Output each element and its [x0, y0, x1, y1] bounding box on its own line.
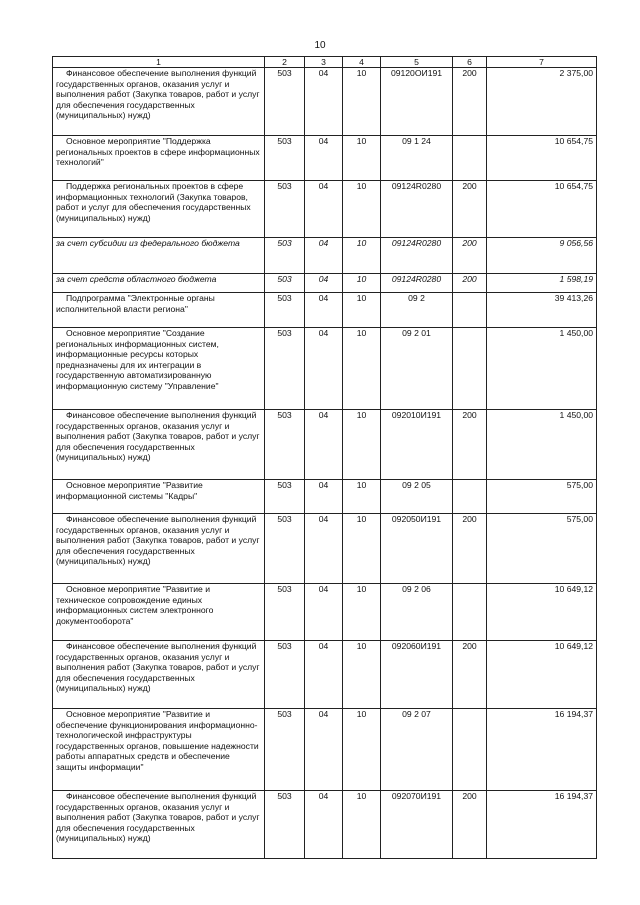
- header-col-7: 7: [487, 57, 597, 68]
- table-header-row: [53, 57, 597, 68]
- budget-table: [52, 56, 597, 859]
- row-name: Подпрограмма "Электронные органы исполнительной власти региона": [53, 293, 265, 328]
- row-col-6: 200: [453, 641, 487, 709]
- row-col-3: 04: [305, 181, 343, 238]
- row-col-6: [453, 136, 487, 181]
- row-name: Поддержка региональных проектов в сфере информационных технологий (Закупка товаров, работ и услуг для обеспечения государственных (муниципальных) нужд): [53, 181, 265, 238]
- row-name: Основное мероприятие "Развитие и техническое сопровождение единых информационных систем электронного документооборота": [53, 584, 265, 641]
- row-col-2: 503: [265, 641, 305, 709]
- row-col-7: 9 056,56: [487, 238, 597, 274]
- row-name: Финансовое обеспечение выполнения функций государственных органов, оказания услуг и выполнения работ (Закупка товаров, работ и услуг для обеспечения государственных (муниципальных) нужд): [53, 641, 265, 709]
- row-col-2: 503: [265, 709, 305, 791]
- row-col-5: 09124R0280: [381, 274, 453, 293]
- row-name: за счет субсидии из федерального бюджета: [53, 238, 265, 274]
- header-col-1: 1: [53, 57, 265, 68]
- row-col-5: 09 2 07: [381, 709, 453, 791]
- row-col-7: 39 413,26: [487, 293, 597, 328]
- row-col-2: 503: [265, 514, 305, 584]
- row-col-5: 09 2: [381, 293, 453, 328]
- row-col-3: 04: [305, 584, 343, 641]
- row-col-5: 092010И191: [381, 410, 453, 480]
- row-name: Финансовое обеспечение выполнения функций государственных органов, оказания услуг и выполнения работ (Закупка товаров, работ и услуг для обеспечения государственных (муниципальных) нужд): [53, 514, 265, 584]
- table-row: [53, 181, 597, 238]
- row-col-6: 200: [453, 181, 487, 238]
- table-row: [53, 136, 597, 181]
- table-row: [53, 328, 597, 410]
- row-col-7: 575,00: [487, 480, 597, 514]
- row-col-6: 200: [453, 410, 487, 480]
- row-col-6: [453, 709, 487, 791]
- row-col-4: 10: [343, 641, 381, 709]
- table-row: [53, 480, 597, 514]
- row-name: Финансовое обеспечение выполнения функций государственных органов, оказания услуг и выполнения работ (Закупка товаров, работ и услуг для обеспечения государственных (муниципальных) нужд): [53, 68, 265, 136]
- row-col-4: 10: [343, 328, 381, 410]
- row-col-6: 200: [453, 791, 487, 859]
- row-col-4: 10: [343, 709, 381, 791]
- row-col-2: 503: [265, 328, 305, 410]
- header-col-4: 4: [343, 57, 381, 68]
- row-col-5: 09 2 05: [381, 480, 453, 514]
- row-col-4: 10: [343, 274, 381, 293]
- row-col-2: 503: [265, 293, 305, 328]
- row-col-6: 200: [453, 68, 487, 136]
- row-name: Основное мероприятие "Развитие информационной системы "Кадры": [53, 480, 265, 514]
- row-col-4: 10: [343, 238, 381, 274]
- table-row: [53, 791, 597, 859]
- row-col-6: 200: [453, 274, 487, 293]
- row-col-7: 1 450,00: [487, 410, 597, 480]
- row-col-5: 092050И191: [381, 514, 453, 584]
- table-row: [53, 514, 597, 584]
- row-col-2: 503: [265, 584, 305, 641]
- row-col-6: 200: [453, 514, 487, 584]
- table-row: [53, 584, 597, 641]
- table-row: [53, 238, 597, 274]
- row-col-5: 09 1 24: [381, 136, 453, 181]
- row-name: Основное мероприятие "Создание региональных информационных систем, информационные ресурсы которых предназначены для их интеграции в государственную автоматизированную информационную систему "Управление": [53, 328, 265, 410]
- row-col-7: 2 375,00: [487, 68, 597, 136]
- row-col-2: 503: [265, 68, 305, 136]
- row-col-7: 10 649,12: [487, 641, 597, 709]
- row-col-4: 10: [343, 181, 381, 238]
- row-col-7: 10 649,12: [487, 584, 597, 641]
- row-col-7: 1 598,19: [487, 274, 597, 293]
- row-col-4: 10: [343, 136, 381, 181]
- row-col-5: 09124R0280: [381, 181, 453, 238]
- row-col-4: 10: [343, 68, 381, 136]
- row-col-6: [453, 584, 487, 641]
- row-col-5: 092070И191: [381, 791, 453, 859]
- table-row: [53, 293, 597, 328]
- row-col-2: 503: [265, 136, 305, 181]
- row-name: Основное мероприятие "Развитие и обеспечение функционирования информационно-технологической инфраструктуры государственных органов, повышение надежности работы аппаратных средств и обеспечение защиты информации": [53, 709, 265, 791]
- row-col-3: 04: [305, 136, 343, 181]
- row-col-4: 10: [343, 584, 381, 641]
- row-col-2: 503: [265, 480, 305, 514]
- header-col-3: 3: [305, 57, 343, 68]
- row-col-4: 10: [343, 514, 381, 584]
- row-col-3: 04: [305, 709, 343, 791]
- row-col-3: 04: [305, 410, 343, 480]
- row-col-3: 04: [305, 293, 343, 328]
- row-col-7: 16 194,37: [487, 709, 597, 791]
- row-col-3: 04: [305, 238, 343, 274]
- header-col-6: 6: [453, 57, 487, 68]
- row-col-5: 09120ОИ191: [381, 68, 453, 136]
- row-col-3: 04: [305, 328, 343, 410]
- row-col-2: 503: [265, 238, 305, 274]
- row-col-7: 10 654,75: [487, 136, 597, 181]
- header-col-5: 5: [381, 57, 453, 68]
- row-col-2: 503: [265, 410, 305, 480]
- row-name: Основное мероприятие "Поддержка региональных проектов в сфере информационных технологий": [53, 136, 265, 181]
- row-col-4: 10: [343, 480, 381, 514]
- row-col-7: 16 194,37: [487, 791, 597, 859]
- row-name: Финансовое обеспечение выполнения функций государственных органов, оказания услуг и выполнения работ (Закупка товаров, работ и услуг для обеспечения государственных (муниципальных) нужд): [53, 791, 265, 859]
- row-col-4: 10: [343, 293, 381, 328]
- row-col-3: 04: [305, 514, 343, 584]
- row-col-7: 10 654,75: [487, 181, 597, 238]
- row-col-2: 503: [265, 791, 305, 859]
- row-col-3: 04: [305, 480, 343, 514]
- row-col-6: [453, 480, 487, 514]
- row-col-3: 04: [305, 274, 343, 293]
- table-row: [53, 709, 597, 791]
- page-number: 10: [314, 40, 326, 51]
- row-col-6: 200: [453, 238, 487, 274]
- header-col-2: 2: [265, 57, 305, 68]
- row-col-5: 092060И191: [381, 641, 453, 709]
- row-col-5: 09124R0280: [381, 238, 453, 274]
- row-col-2: 503: [265, 181, 305, 238]
- row-col-3: 04: [305, 791, 343, 859]
- table-row: [53, 641, 597, 709]
- table-row: [53, 274, 597, 293]
- row-col-7: 575,00: [487, 514, 597, 584]
- row-col-6: [453, 328, 487, 410]
- row-col-3: 04: [305, 68, 343, 136]
- row-name: Финансовое обеспечение выполнения функций государственных органов, оказания услуг и выполнения работ (Закупка товаров, работ и услуг для обеспечения государственных (муниципальных) нужд): [53, 410, 265, 480]
- row-col-3: 04: [305, 641, 343, 709]
- row-col-6: [453, 293, 487, 328]
- row-col-4: 10: [343, 791, 381, 859]
- row-col-7: 1 450,00: [487, 328, 597, 410]
- table-row: [53, 68, 597, 136]
- row-col-4: 10: [343, 410, 381, 480]
- row-col-5: 09 2 01: [381, 328, 453, 410]
- row-col-2: 503: [265, 274, 305, 293]
- row-col-5: 09 2 06: [381, 584, 453, 641]
- table-row: [53, 410, 597, 480]
- row-name: за счет средств областного бюджета: [53, 274, 265, 293]
